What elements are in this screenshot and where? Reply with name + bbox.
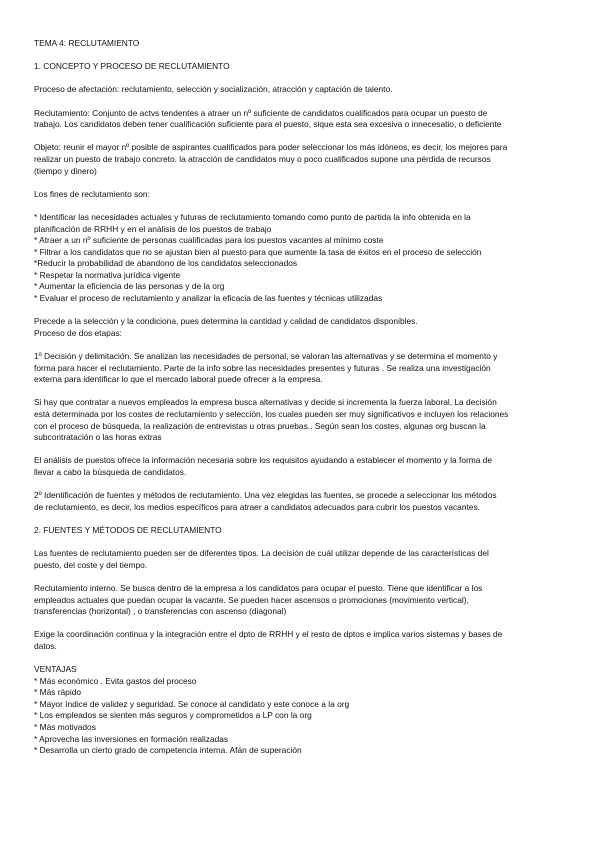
- text-line: * Aprovecha las inversiones en formación realizadas: [34, 733, 229, 744]
- text-line: trabajo. Los candidatos deben tener cualificación suficiente para el puesto, sique esta sea excesiva o innecesatio, o deficiente: [34, 119, 502, 130]
- text-line: El análisis de puestos ofrece la información necesaria sobre los requisitos ayudando a establecer el momento y la forma de: [34, 455, 493, 466]
- text-line: Objeto: reunir el mayor nº posible de aspirantes cualificados para poder seleccionar los más idóneos, es decir, los mejores para: [34, 142, 508, 153]
- text-line: externa para identificar lo que el mercado laboral puede ofrecer a la empresa.: [34, 374, 323, 385]
- paragraph-interno: [34, 583, 570, 618]
- text-line: subcontratación o las horas extras: [34, 432, 162, 443]
- text-line: * Atraer a un nº suficiente de personas cualificadas para los puestos vacantes al mínimo coste: [34, 235, 384, 246]
- paragraph-objeto: [34, 142, 570, 177]
- text-line: planificación de RRHH y en el análisis de los puestos de trabajo: [34, 223, 272, 234]
- text-line: llevar a cabo la búsqueda de candidatos.: [34, 466, 187, 477]
- fines-list: [34, 212, 570, 305]
- text-line: Reclutamiento: Conjunto de actvs tendentes a atraer un nº suficiente de candidatos cualificados para ocupar un puesto de: [34, 107, 488, 118]
- text-line: datos.: [34, 640, 57, 651]
- text-line: forma para hacer el reclutamiento. Parte de la info sobre las necesidades presentes y futuras . Se realiza una investigación: [34, 362, 491, 373]
- text-line: * Más motivados: [34, 722, 96, 733]
- text-line: Reclutamiento interno. Se busca dentro de la empresa a los candidatos para ocupar el puesto. Tiene que identificar a los: [34, 582, 483, 593]
- text-line: *Reducir la probabilidad de abandono de los candidatos seleccionados: [34, 258, 298, 269]
- text-line: (tiempo y dinero): [34, 165, 97, 176]
- document-title: TEMA 4: RECLUTAMIENTO: [34, 38, 140, 48]
- paragraph-precede: [34, 316, 570, 339]
- text-line: * Más rápido: [34, 687, 82, 698]
- text-line: * Los empleados se sienten más seguros y comprometidos a LP con la org: [34, 710, 312, 721]
- text-line: * Filtrar a los candidatos que no se ajustan bien al puesto para que aumente la tasa de éxitos en el proceso de selección: [34, 246, 482, 257]
- section-heading: 1. CONCEPTO Y PROCESO DE RECLUTAMIENTO: [34, 61, 230, 72]
- paragraph-coordinacion: [34, 629, 570, 652]
- text-line: * Más económico . Evita gastos del proceso: [34, 675, 197, 686]
- text-line: Los fines de reclutamiento son:: [34, 188, 150, 199]
- ventajas-list: [34, 676, 570, 757]
- text-line: 2º Identificación de fuentes y métodos de reclutamiento. Una vez elegidas las fuentes, se procede a seleccionar los métodos: [34, 490, 497, 501]
- text-line: * Evaluar el proceso de reclutamiento y analizar la eficacia de las fuentes y técnicas utilizadas: [34, 293, 383, 304]
- paragraph-analisis: [34, 455, 570, 478]
- paragraph-etapa1: [34, 351, 570, 386]
- text-line: Proceso de afectación: reclutamiento, selección y socialización, atracción y captación de talento.: [34, 84, 393, 95]
- ventajas-heading: VENTAJAS: [34, 664, 77, 675]
- text-line: Las fuentes de reclutamiento pueden ser de diferentes tipos. La decisión de cuál utilizar depende de las características del: [34, 548, 489, 559]
- text-line: * Desarrolla un cierto grado de competencia interna. Afán de superación: [34, 745, 302, 756]
- text-line: * Identificar las necesidades actuales y futuras de reclutamiento tomando como punto de partida la info obtenida en la: [34, 211, 471, 222]
- text-line: Precede a la selección y la condiciona, pues determina la cantidad y calidad de candidatos disponibles.: [34, 316, 418, 327]
- text-line: * Mayor índice de validez y seguridad. Se conoce al candidato y este conoce a la org: [34, 698, 350, 709]
- text-line: está determinada por los costes de reclutamiento y selección, los cuales pueden ser muy significativos e incluyen los relaciones: [34, 409, 509, 419]
- text-line: * Aumentar la eficiencia de las personas y de la org: [34, 281, 225, 292]
- paragraph-fuentes: [34, 548, 570, 571]
- text-line: 1º Decisión y delimitación. Se analizan las necesidades de personal, se valoran las alternativas y se determina el momento y: [34, 351, 498, 362]
- paragraph-fines-intro: [34, 189, 570, 201]
- text-line: realizar un puesto de trabajo concreto. la atracción de candidatos muy o poco cualificados supone una pérdida de recursos: [34, 153, 491, 164]
- text-line: de reclutamiento, es decir, los medios específicos para atraer a candidatos adecuados para cubrir los puestos vacantes.: [34, 501, 480, 512]
- section-heading: 2. FUENTES Y MÉTODOS DE RECLUTAMIENTO: [34, 524, 222, 535]
- text-line: Si hay que contratar a nuevos empleados la empresa busca alternativas y decide si incrementa la fuerza laboral, La decisión: [34, 397, 497, 408]
- paragraph-etapa2: [34, 490, 570, 513]
- text-line: Proceso de dos etapas:: [34, 327, 122, 338]
- text-line: * Respetar la normativa jurídica vigente: [34, 269, 181, 280]
- text-line: con el proceso de búsqueda, la realización de entrevistas u otras pruebas.. Según sean los costes, algunas org buscan la: [34, 420, 486, 431]
- text-line: transferencias (horizontal) , o transferencias con ascenso (diagonal): [34, 606, 287, 617]
- paragraph-afectacion: [34, 84, 570, 96]
- text-line: empleados actuales que puedan ocupar la vacante. Se pueden hacer ascensos o promociones (movimiento vertical),: [34, 594, 469, 605]
- paragraph-contratar: [34, 397, 570, 443]
- paragraph-reclutamiento: [34, 108, 570, 131]
- text-line: puesto, del coste y del tiempo.: [34, 559, 148, 570]
- text-line: Exige la coordinación continua y la integración entre el dpto de RRHH y el resto de dptos e implica varios sistemas y bases de: [34, 629, 503, 640]
